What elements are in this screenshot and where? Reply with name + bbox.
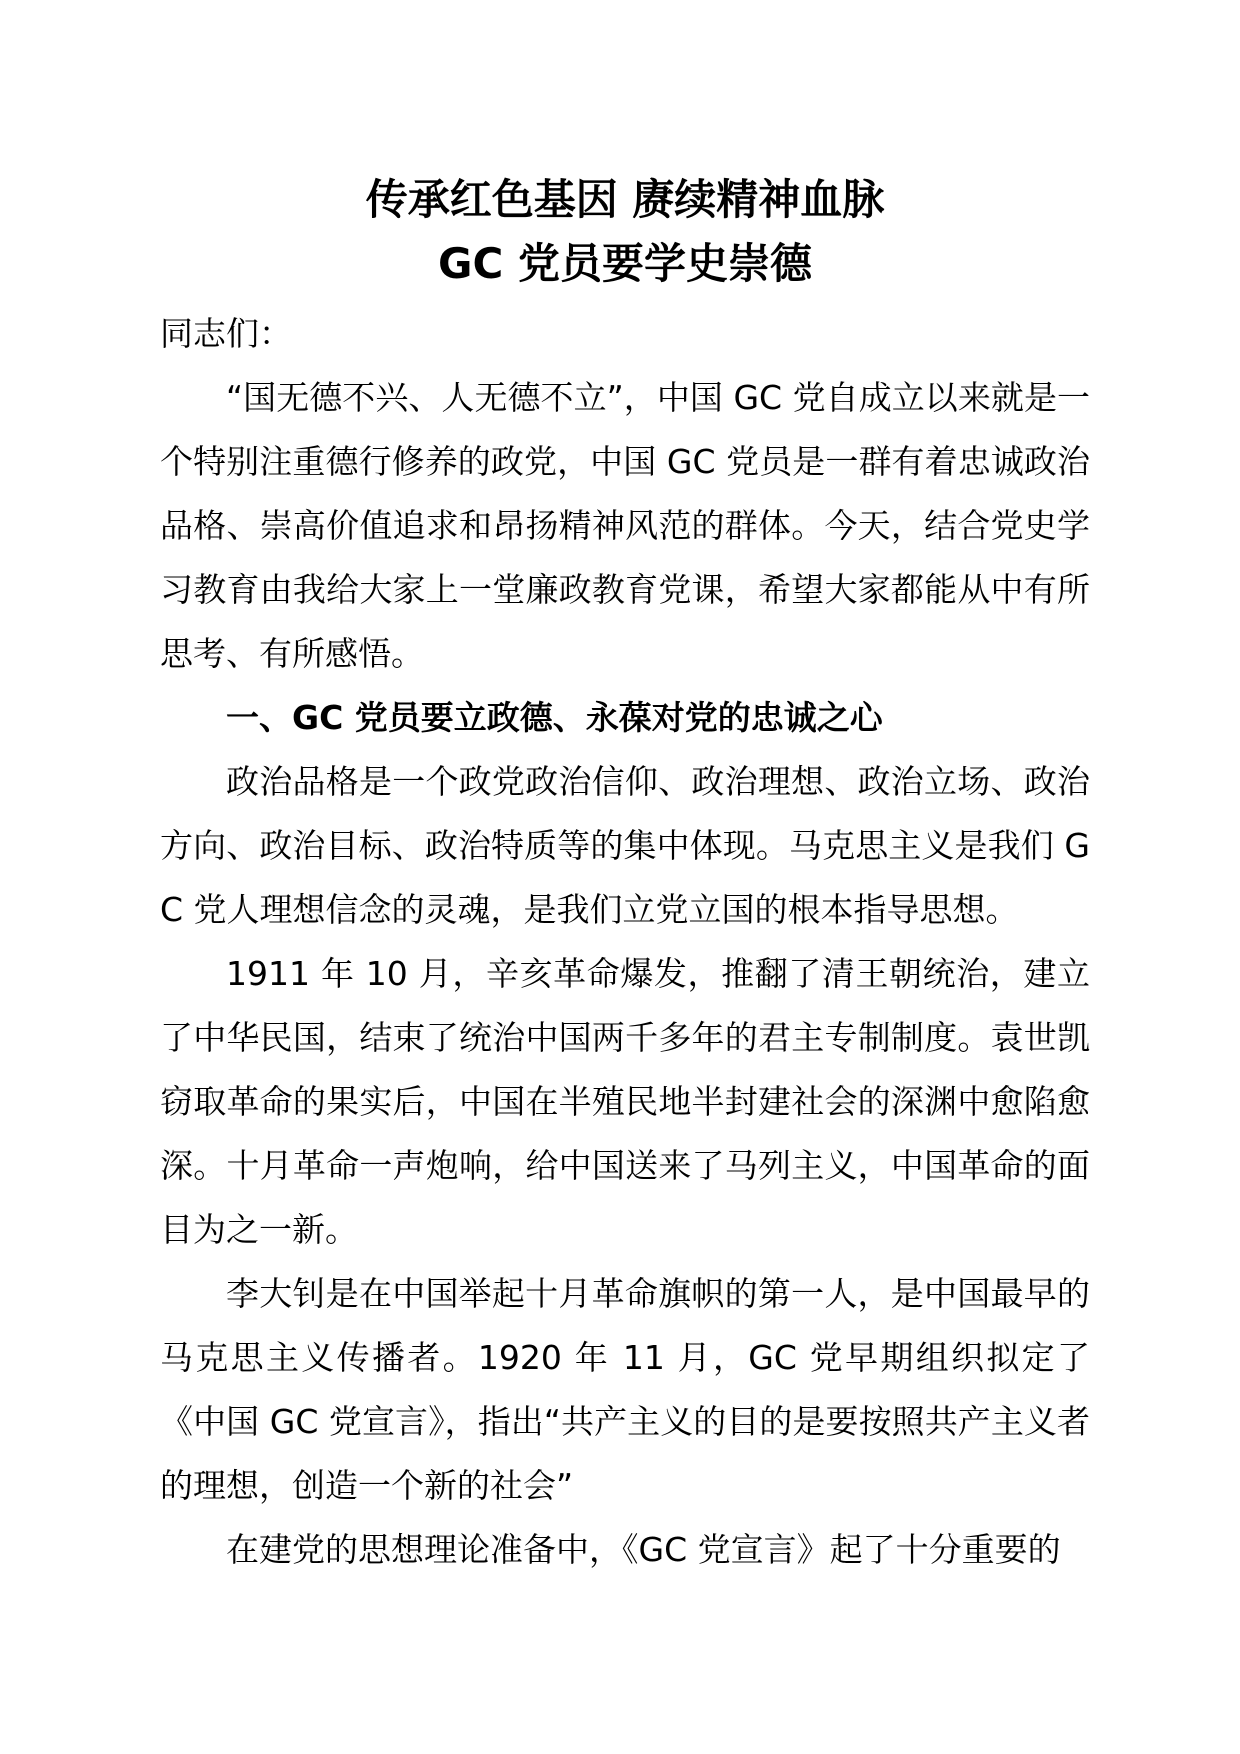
salutation: 同志们： (160, 314, 292, 353)
paragraph-1911-revolution: 1911 年 10 月，辛亥革命爆发，推翻了清王朝统治，建立了中华民国，结束了统治中国两千多年的君主专制制度。袁世凯窃取革命的果实后，中国在半殖民地半封建社会的深渊中愈陷愈深。十月革命一声炮响，给中国送来了马列主义，中国革命的面目为之一新。 (160, 954, 1090, 1249)
paragraph-manifesto: 在建党的思想理论准备中，《GC 党宣言》起了十分重要的 (226, 1530, 1061, 1569)
title-line-1: 传承红色基因 赓续精神血脉 (365, 175, 885, 224)
section-heading: 一、GC 党员要立政德、永葆对党的忠诚之心 (226, 698, 883, 737)
document-title (160, 168, 1090, 296)
paragraph-li-dazhao: 李大钊是在中国举起十月革命旗帜的第一人，是中国最早的马克思主义传播者。1920 年 11 月，GC 党早期组织拟定了《中国 GC 党宣言》，指出“共产主义的目的是要按照共产主义者的理想，创造一个新的社会” (160, 1274, 1090, 1505)
paragraph-intro: “国无德不兴、人无德不立”，中国 GC 党自成立以来就是一个特别注重德行修养的政党，中国 GC 党员是一群有着忠诚政治品格、崇高价值追求和昂扬精神风范的群体。今天，结合党史学习教育由我给大家上一堂廉政教育党课，希望大家都能从中有所思考、有所感悟。 (160, 378, 1090, 673)
paragraph-political-character: 政治品格是一个政党政治信仰、政治理想、政治立场、政治方向、政治目标、政治特质等的集中体现。马克思主义是我们 GC 党人理想信念的灵魂，是我们立党立国的根本指导思想。 (160, 762, 1090, 929)
document-page (160, 168, 1090, 1582)
title-line-2: GC 党员要学史崇德 (438, 239, 812, 288)
